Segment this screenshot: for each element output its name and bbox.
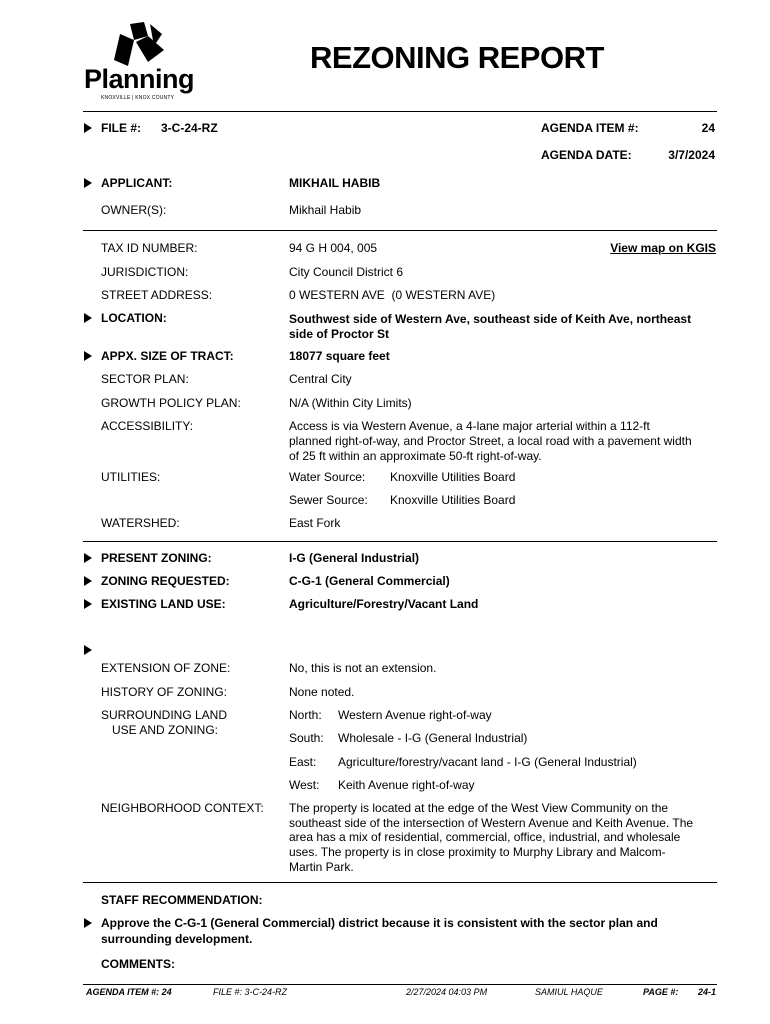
tax-id-value: 94 G H 004, 005 bbox=[289, 241, 378, 255]
south-label: South: bbox=[289, 731, 324, 745]
west-value: Keith Avenue right-of-way bbox=[338, 778, 475, 792]
comments-heading: COMMENTS: bbox=[101, 957, 175, 971]
south-value: Wholesale - I-G (General Industrial) bbox=[338, 731, 528, 745]
recommendation-line-2: surrounding development. bbox=[101, 932, 253, 946]
applicant-label: APPLICANT: bbox=[101, 176, 173, 190]
footer-staff: SAMIUL HAQUE bbox=[535, 987, 603, 997]
street-address-label: STREET ADDRESS: bbox=[101, 288, 213, 302]
watershed-label: WATERSHED: bbox=[101, 516, 180, 530]
arrow-marker-icon bbox=[84, 313, 92, 323]
divider bbox=[83, 230, 717, 231]
accessibility-line-2: planned right-of-way, and Proctor Street, a local road with a pavement width bbox=[289, 434, 692, 448]
arrow-marker-icon bbox=[84, 918, 92, 928]
location-line-2: side of Proctor St bbox=[289, 327, 390, 341]
present-zoning-label: PRESENT ZONING: bbox=[101, 551, 212, 565]
divider bbox=[83, 111, 717, 112]
sewer-source-label: Sewer Source: bbox=[289, 493, 368, 507]
existing-land-use-label: EXISTING LAND USE: bbox=[101, 597, 226, 611]
zoning-requested-value: C-G-1 (General Commercial) bbox=[289, 574, 450, 588]
zoning-requested-label: ZONING REQUESTED: bbox=[101, 574, 230, 588]
agenda-date-value: 3/7/2024 bbox=[668, 148, 715, 162]
file-label: FILE #: bbox=[101, 121, 142, 135]
accessibility-line-3: of 25 ft within an approximate 50-ft right-of-way. bbox=[289, 449, 542, 463]
footer-datetime: 2/27/2024 04:03 PM bbox=[406, 987, 488, 997]
sector-plan-value: Central City bbox=[289, 372, 352, 386]
growth-policy-label: GROWTH POLICY PLAN: bbox=[101, 396, 241, 410]
history-value: None noted. bbox=[289, 685, 355, 699]
planning-logo bbox=[84, 20, 199, 104]
neighborhood-line-4: uses. The property is in close proximity to Murphy Library and Malcom- bbox=[289, 845, 666, 859]
neighborhood-line-5: Martin Park. bbox=[289, 860, 354, 874]
surrounding-label-2: USE AND ZONING: bbox=[112, 723, 219, 737]
tract-size-value: 18077 square feet bbox=[289, 349, 390, 363]
location-line-1: Southwest side of Western Ave, southeast side of Keith Ave, northeast bbox=[289, 312, 692, 326]
footer-page-label: PAGE #: bbox=[643, 987, 679, 997]
arrow-marker-icon bbox=[84, 123, 92, 133]
water-source-label: Water Source: bbox=[289, 470, 366, 484]
page-title: REZONING REPORT bbox=[310, 40, 604, 75]
watershed-value: East Fork bbox=[289, 516, 341, 530]
neighborhood-line-3: area has a mix of residential, commercial, office, industrial, and wholesale bbox=[289, 830, 681, 844]
tax-id-label: TAX ID NUMBER: bbox=[101, 241, 198, 255]
divider bbox=[83, 882, 717, 883]
file-value: 3-C-24-RZ bbox=[161, 121, 218, 135]
neighborhood-line-2: southeast side of the intersection of Western Avenue and Keith Avenue. The bbox=[289, 816, 694, 830]
extension-value: No, this is not an extension. bbox=[289, 661, 437, 675]
planning-logo-subtitle: KNOXVILLE | KNOX COUNTY bbox=[101, 95, 175, 101]
sector-plan-label: SECTOR PLAN: bbox=[101, 372, 189, 386]
east-value: Agriculture/forestry/vacant land - I-G (General Industrial) bbox=[338, 755, 637, 769]
sewer-source-value: Knoxville Utilities Board bbox=[390, 493, 516, 507]
west-label: West: bbox=[289, 778, 320, 792]
growth-policy-value: N/A (Within City Limits) bbox=[289, 396, 412, 410]
footer-file: FILE #: 3-C-24-RZ bbox=[213, 987, 288, 997]
staff-recommendation-heading: STAFF RECOMMENDATION: bbox=[101, 893, 263, 907]
neighborhood-line-1: The property is located at the edge of the West View Community on the bbox=[289, 801, 669, 815]
surrounding-label-1: SURROUNDING LAND bbox=[101, 708, 228, 722]
recommendation-line-1: Approve the C-G-1 (General Commercial) district because it is consistent with the sector plan and bbox=[101, 916, 658, 930]
arrow-marker-icon bbox=[84, 645, 92, 655]
planning-logo-mark-icon bbox=[84, 20, 199, 70]
agenda-item-label: AGENDA ITEM #: bbox=[541, 121, 639, 135]
jurisdiction-value: City Council District 6 bbox=[289, 265, 404, 279]
accessibility-label: ACCESSIBILITY: bbox=[101, 419, 194, 433]
arrow-marker-icon bbox=[84, 576, 92, 586]
kgis-map-link[interactable]: View map on KGIS bbox=[610, 241, 716, 255]
footer-page-value: 24-1 bbox=[697, 987, 716, 997]
location-label: LOCATION: bbox=[101, 311, 167, 325]
utilities-label: UTILITIES: bbox=[101, 470, 161, 484]
owner-value: Mikhail Habib bbox=[289, 203, 362, 217]
applicant-value: MIKHAIL HABIB bbox=[289, 176, 381, 190]
arrow-marker-icon bbox=[84, 599, 92, 609]
arrow-marker-icon bbox=[84, 178, 92, 188]
extension-label: EXTENSION OF ZONE: bbox=[101, 661, 231, 675]
water-source-value: Knoxville Utilities Board bbox=[390, 470, 516, 484]
east-label: East: bbox=[289, 755, 317, 769]
agenda-item-value: 24 bbox=[701, 121, 715, 135]
agenda-date-label: AGENDA DATE: bbox=[541, 148, 632, 162]
history-label: HISTORY OF ZONING: bbox=[101, 685, 228, 699]
footer-divider bbox=[83, 984, 717, 985]
neighborhood-label: NEIGHBORHOOD CONTEXT: bbox=[101, 801, 264, 815]
planning-logo-name: Planning bbox=[84, 64, 194, 94]
accessibility-line-1: Access is via Western Avenue, a 4-lane major arterial within a 112-ft bbox=[289, 419, 650, 433]
arrow-marker-icon bbox=[84, 351, 92, 361]
footer-agenda-item: AGENDA ITEM #: 24 bbox=[86, 987, 172, 997]
existing-land-use-value: Agriculture/Forestry/Vacant Land bbox=[289, 597, 479, 611]
north-value: Western Avenue right-of-way bbox=[338, 708, 492, 722]
arrow-marker-icon bbox=[84, 553, 92, 563]
jurisdiction-label: JURISDICTION: bbox=[101, 265, 189, 279]
tract-size-label: APPX. SIZE OF TRACT: bbox=[101, 349, 234, 363]
owner-label: OWNER(S): bbox=[101, 203, 167, 217]
street-address-value: 0 WESTERN AVE (0 WESTERN AVE) bbox=[289, 288, 496, 302]
divider bbox=[83, 541, 717, 542]
present-zoning-value: I-G (General Industrial) bbox=[289, 551, 420, 565]
north-label: North: bbox=[289, 708, 322, 722]
